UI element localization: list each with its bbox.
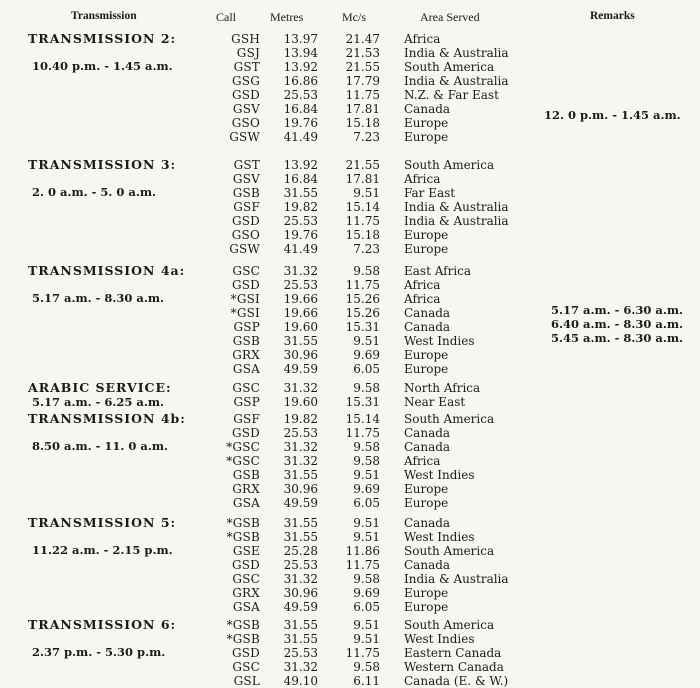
frequency-value: 9.51 (353, 186, 380, 200)
area-served: India & Australia (404, 74, 509, 88)
frequency-value: 17.81 (345, 172, 380, 186)
call-sign: GSP (233, 395, 260, 409)
area-served: East Africa (404, 264, 472, 278)
table-row (0, 172, 700, 186)
area-served: Africa (404, 454, 441, 468)
metres-value: 30.96 (283, 348, 318, 362)
call-sign: GSV (232, 172, 260, 186)
frequency-value: 9.58 (353, 572, 380, 586)
area-served: Europe (404, 116, 449, 130)
metres-value: 31.55 (283, 334, 318, 348)
area-served: West Indies (404, 632, 475, 646)
table-row (0, 74, 700, 88)
call-sign: GSV (232, 102, 260, 116)
frequency-value: 15.18 (345, 116, 380, 130)
header-remarks: Remarks (590, 10, 635, 22)
area-served: Europe (404, 348, 449, 362)
section-title: TRANSMISSION 4a: (28, 263, 186, 278)
metres-value: 30.96 (283, 482, 318, 496)
call-sign: GST (233, 60, 260, 74)
area-served: India & Australia (404, 214, 509, 228)
call-sign: GSA (232, 600, 260, 614)
frequency-value: 15.26 (345, 292, 380, 306)
metres-value: 13.92 (283, 158, 318, 172)
frequency-value: 11.75 (345, 88, 380, 102)
section-title: TRANSMISSION 4b: (28, 411, 186, 426)
table-row (0, 496, 700, 510)
call-sign: GSD (231, 278, 260, 292)
call-sign: GSC (232, 660, 260, 674)
area-served: Near East (404, 395, 466, 409)
table-row (0, 530, 700, 544)
metres-value: 25.53 (283, 558, 318, 572)
table-row (0, 395, 700, 409)
remark: 6.40 a.m. - 8.30 a.m. (551, 317, 684, 331)
frequency-value: 9.58 (353, 440, 380, 454)
frequency-value: 9.58 (353, 381, 380, 395)
area-served: Africa (404, 278, 441, 292)
section-title: ARABIC SERVICE: (28, 380, 172, 395)
table-row (0, 516, 700, 530)
call-sign: GSC (232, 572, 260, 586)
frequency-value: 21.53 (345, 46, 380, 60)
call-sign: GSD (231, 88, 260, 102)
table-row (0, 426, 700, 440)
frequency-value: 9.69 (353, 586, 380, 600)
area-served: India & Australia (404, 572, 509, 586)
remark: 5.17 a.m. - 6.30 a.m. (551, 303, 684, 317)
call-sign: GSP (233, 320, 260, 334)
frequency-value: 21.47 (345, 32, 380, 46)
remark: 5.45 a.m. - 8.30 a.m. (551, 331, 684, 345)
area-served: India & Australia (404, 46, 509, 60)
metres-value: 31.55 (283, 516, 318, 530)
call-sign: GSC (232, 264, 260, 278)
call-sign: *GSI (230, 306, 260, 320)
frequency-value: 9.58 (353, 660, 380, 674)
area-served: Europe (404, 482, 449, 496)
table-row (0, 46, 700, 60)
table-row (0, 348, 700, 362)
area-served: Europe (404, 242, 449, 256)
header-metres: Metres (270, 10, 304, 24)
call-sign: GSD (231, 214, 260, 228)
metres-value: 25.53 (283, 278, 318, 292)
section-time: 11.22 a.m. - 2.15 p.m. (32, 543, 173, 557)
frequency-value: 11.75 (345, 646, 380, 660)
table-row (0, 130, 700, 144)
frequency-value: 15.31 (345, 395, 380, 409)
call-sign: GRX (232, 586, 260, 600)
area-served: West Indies (404, 334, 475, 348)
metres-value: 13.92 (283, 60, 318, 74)
call-sign: *GSB (226, 618, 260, 632)
table-row (0, 264, 700, 278)
call-sign: *GSI (230, 292, 260, 306)
call-sign: GSB (232, 334, 260, 348)
call-sign: GSH (231, 32, 260, 46)
call-sign: GSA (232, 362, 260, 376)
frequency-value: 11.75 (345, 214, 380, 228)
metres-value: 31.55 (283, 618, 318, 632)
metres-value: 31.32 (283, 264, 318, 278)
metres-value: 31.32 (283, 572, 318, 586)
metres-value: 30.96 (283, 586, 318, 600)
call-sign: GSF (233, 200, 260, 214)
area-served: South America (404, 412, 495, 426)
call-sign: GSF (233, 412, 260, 426)
area-served: Europe (404, 130, 449, 144)
area-served: Far East (404, 186, 456, 200)
metres-value: 13.94 (283, 46, 318, 60)
table-row (0, 60, 700, 74)
metres-value: 41.49 (283, 242, 318, 256)
table-row (0, 572, 700, 586)
area-served: South America (404, 544, 495, 558)
frequency-value: 17.81 (345, 102, 380, 116)
header-transmission: Transmission (71, 10, 137, 22)
area-served: Africa (404, 172, 441, 186)
area-served: Europe (404, 228, 449, 242)
metres-value: 31.32 (283, 454, 318, 468)
frequency-value: 9.51 (353, 468, 380, 482)
frequency-value: 15.14 (345, 200, 380, 214)
section-title: TRANSMISSION 3: (28, 157, 177, 172)
frequency-value: 11.75 (345, 278, 380, 292)
frequency-value: 6.05 (353, 600, 380, 614)
area-served: Canada (404, 306, 451, 320)
table-row (0, 440, 700, 454)
section-time: 5.17 a.m. - 6.25 a.m. (32, 395, 165, 409)
metres-value: 31.32 (283, 440, 318, 454)
metres-value: 16.86 (283, 74, 318, 88)
frequency-value: 15.14 (345, 412, 380, 426)
table-row (0, 618, 700, 632)
frequency-value: 11.75 (345, 558, 380, 572)
call-sign: GSB (232, 468, 260, 482)
table-row (0, 362, 700, 376)
table-row (0, 228, 700, 242)
table-row (0, 186, 700, 200)
header-call: Call (216, 10, 236, 24)
table-row (0, 454, 700, 468)
metres-value: 19.66 (283, 292, 318, 306)
frequency-value: 17.79 (345, 74, 380, 88)
area-served: Eastern Canada (404, 646, 502, 660)
frequency-value: 9.51 (353, 530, 380, 544)
call-sign: GSD (231, 426, 260, 440)
table-row (0, 32, 700, 46)
call-sign: GSE (232, 544, 260, 558)
frequency-value: 11.75 (345, 426, 380, 440)
call-sign: GSC (232, 381, 260, 395)
frequency-value: 9.51 (353, 516, 380, 530)
area-served: India & Australia (404, 200, 509, 214)
call-sign: GSJ (236, 46, 260, 60)
section-time: 2. 0 a.m. - 5. 0 a.m. (32, 185, 157, 199)
section-time: 8.50 a.m. - 11. 0 a.m. (32, 439, 169, 453)
call-sign: *GSB (226, 516, 260, 530)
frequency-value: 6.11 (353, 674, 380, 688)
section-time: 5.17 a.m. - 8.30 a.m. (32, 291, 165, 305)
area-served: Europe (404, 362, 449, 376)
header-area-served: Area Served (420, 10, 480, 24)
metres-value: 13.97 (283, 32, 318, 46)
frequency-value: 21.55 (345, 158, 380, 172)
area-served: Western Canada (404, 660, 504, 674)
table-row (0, 278, 700, 292)
area-served: Europe (404, 600, 449, 614)
frequency-value: 21.55 (345, 60, 380, 74)
frequency-value: 7.23 (353, 130, 380, 144)
metres-value: 31.55 (283, 186, 318, 200)
area-served: West Indies (404, 530, 475, 544)
metres-value: 31.55 (283, 632, 318, 646)
metres-value: 25.28 (283, 544, 318, 558)
frequency-value: 15.26 (345, 306, 380, 320)
metres-value: 16.84 (283, 102, 318, 116)
metres-value: 19.76 (283, 116, 318, 130)
call-sign: GSO (231, 116, 260, 130)
area-served: Europe (404, 496, 449, 510)
area-served: N.Z. & Far East (404, 88, 499, 102)
call-sign: GSD (231, 558, 260, 572)
area-served: Canada (404, 320, 451, 334)
metres-value: 49.59 (283, 496, 318, 510)
frequency-value: 9.58 (353, 454, 380, 468)
frequency-value: 9.51 (353, 334, 380, 348)
metres-value: 31.55 (283, 530, 318, 544)
section-title: TRANSMISSION 5: (28, 515, 177, 530)
frequency-value: 9.69 (353, 348, 380, 362)
metres-value: 31.32 (283, 660, 318, 674)
call-sign: GSG (232, 74, 260, 88)
call-sign: GSA (232, 496, 260, 510)
metres-value: 49.10 (283, 674, 318, 688)
metres-value: 49.59 (283, 362, 318, 376)
table-row (0, 158, 700, 172)
area-served: Canada (404, 440, 451, 454)
metres-value: 31.32 (283, 381, 318, 395)
area-served: Africa (404, 32, 441, 46)
area-served: Europe (404, 586, 449, 600)
metres-value: 19.60 (283, 395, 318, 409)
metres-value: 31.55 (283, 468, 318, 482)
metres-value: 41.49 (283, 130, 318, 144)
area-served: South America (404, 158, 495, 172)
section-time: 10.40 p.m. - 1.45 a.m. (32, 59, 173, 73)
area-served: Canada (404, 558, 451, 572)
area-served: Canada (404, 102, 451, 116)
metres-value: 25.53 (283, 88, 318, 102)
table-row (0, 674, 700, 688)
table-row (0, 544, 700, 558)
metres-value: 19.60 (283, 320, 318, 334)
metres-value: 49.59 (283, 600, 318, 614)
table-row (0, 214, 700, 228)
table-row (0, 242, 700, 256)
frequency-value: 9.69 (353, 482, 380, 496)
metres-value: 19.82 (283, 200, 318, 214)
area-served: South America (404, 60, 495, 74)
call-sign: GSD (231, 646, 260, 660)
frequency-value: 15.31 (345, 320, 380, 334)
call-sign: *GSB (226, 632, 260, 646)
call-sign: *GSC (226, 454, 260, 468)
metres-value: 25.53 (283, 214, 318, 228)
table-row (0, 600, 700, 614)
area-served: Canada (404, 516, 451, 530)
table-row (0, 468, 700, 482)
frequency-value: 9.51 (353, 632, 380, 646)
table-row (0, 412, 700, 426)
table-row (0, 88, 700, 102)
area-served: North Africa (404, 381, 481, 395)
table-row (0, 482, 700, 496)
frequency-value: 9.58 (353, 264, 380, 278)
frequency-value: 15.18 (345, 228, 380, 242)
table-row (0, 660, 700, 674)
table-row (0, 200, 700, 214)
metres-value: 25.53 (283, 646, 318, 660)
table-row (0, 632, 700, 646)
call-sign: GSW (229, 130, 260, 144)
frequency-value: 11.86 (345, 544, 380, 558)
table-row (0, 646, 700, 660)
call-sign: GSW (229, 242, 260, 256)
metres-value: 25.53 (283, 426, 318, 440)
call-sign: GST (233, 158, 260, 172)
metres-value: 19.66 (283, 306, 318, 320)
area-served: Canada (404, 426, 451, 440)
frequency-value: 6.05 (353, 362, 380, 376)
section-title: TRANSMISSION 2: (28, 31, 177, 46)
call-sign: *GSC (226, 440, 260, 454)
call-sign: GRX (232, 348, 260, 362)
metres-value: 16.84 (283, 172, 318, 186)
table-row (0, 381, 700, 395)
area-served: Africa (404, 292, 441, 306)
area-served: Canada (E. & W.) (404, 674, 509, 688)
section-title: TRANSMISSION 6: (28, 617, 177, 632)
area-served: West Indies (404, 468, 475, 482)
metres-value: 19.76 (283, 228, 318, 242)
table-row (0, 558, 700, 572)
call-sign: GSB (232, 186, 260, 200)
call-sign: GRX (232, 482, 260, 496)
section-time: 2.37 p.m. - 5.30 p.m. (32, 645, 166, 659)
frequency-value: 7.23 (353, 242, 380, 256)
call-sign: *GSB (226, 530, 260, 544)
frequency-value: 9.51 (353, 618, 380, 632)
area-served: South America (404, 618, 495, 632)
call-sign: GSO (231, 228, 260, 242)
header-mcs: Mc/s (342, 10, 366, 24)
frequency-value: 6.05 (353, 496, 380, 510)
table-row (0, 586, 700, 600)
metres-value: 19.82 (283, 412, 318, 426)
remark: 12. 0 p.m. - 1.45 a.m. (544, 108, 681, 122)
call-sign: GSL (233, 674, 260, 688)
